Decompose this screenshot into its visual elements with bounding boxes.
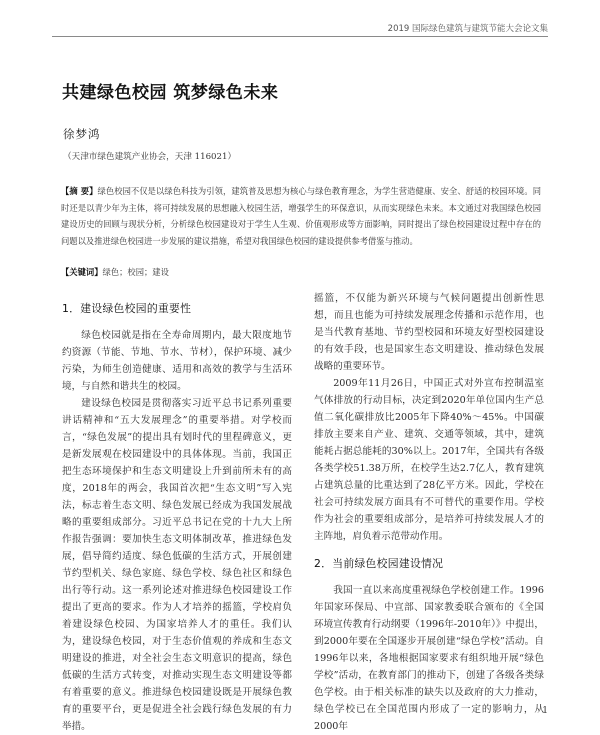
right-column xyxy=(314,290,544,735)
abstract-block xyxy=(61,183,541,249)
paper-title: 共建绿色校园 筑梦绿色未来 xyxy=(62,83,279,103)
paragraph: 我国一直以来高度重视绿色学校创建工作。1996年国家环保局、中宣部、国家教委联合颁布的《全国环境宣传教育行动纲要（1996年-2010年）》中提出，到2000年要在全国逐步开展创建“绿色学校”活动。自1996年以来，各地根据国家要求有组织地开展“绿色学校”活动，在教育部门的推动下，创建了各级各类绿色学校。由于相关标准的缺失以及政府的大力推动，绿色学校已在全国范围内形成了一定的影响力，从2000年 xyxy=(314,585,544,732)
paragraph: 2009年11月26日，中国正式对外宣布控制温室气体排放的行动目标，决定到2020年单位国内生产总值二氧化碳排放比2005年下降40%～45%。中国碳排放主要来自产业、建筑、交通等领域，其中，建筑能耗占据总能耗的30%以上。2017年，全国共有各级各类学校51.38万所，在校学生达2.7亿人，教育建筑占建筑总量的比重达到了28亿平方米。因此，学校在社会可持续发展方面具有不可替代的重要作用。学校作为社会的重要组成部分，是培养可持续发展人才的主阵地，肩负着示范带动作用。 xyxy=(314,378,544,542)
keywords-text: 绿色；校园；建设 xyxy=(102,267,169,277)
keywords-label: 【关键词】 xyxy=(61,267,103,277)
abstract-text: 绿色校园不仅是以绿色科技为引领，建筑普及思想为核心与绿色教育理念，为学生营造健康、安全、舒适的校园环境。同时还是以青少年为主体，将可持续发展的思想融入校园生活，增强学生的环保意识，从而实现绿色未来。本文通过对我国绿色校园建设历史的回顾与现状分析，分析绿色校园建设对于学生人生观、价值观形成等方面影响，同时提出了绿色校园建设过程中存在的问题以及推进绿色校园进一步发展的建议措施，希望对我国绿色校园的建设提供参考借鉴与推动。 xyxy=(61,186,541,246)
abstract-label: 【摘 要】 xyxy=(61,186,98,196)
left-column xyxy=(62,290,292,735)
paragraph: 建设绿色校园是贯彻落实习近平总书记系列重要讲话精神和“五大发展理念”的重要举措。对学校而言，“绿色发展”的提出具有划时代的里程碑意义，更是新发展观在校园建设中的具体体现。当前，我国正把生态环境保护和生态文明建设上升到前所未有的高度，2018年的两会，我国首次把“生态文明”写入宪法，标志着生态文明、绿色发展已经成为我国发展战略的重要组成部分。习近平总书记在党的十九大上所作报告强调：要加快生态文明体制改革，推进绿色发展，倡导简约适度、绿色低碳的生活方式，开展创建节约型机关、绿色家庭、绿色学校、绿色社区和绿色出行等行动。这一系列论述对推进绿色校园建设工作提出了更高的要求。作为人才培养的摇篮，学校肩负着建设绿色校园、为国家培养人才的重任。我们认为，建设绿色校园，对于生态价值观的养成和生态文明建设的推进，对全社会生态文明意识的提高，绿色低碳的生活方式转变，对推动实现生态文明建设等都有着重要的意义。推进绿色校园建设既是开展绿色教育的重要平台，更是促进全社会践行绿色发展的有力举措。 xyxy=(62,398,292,732)
running-header xyxy=(52,22,548,37)
author-name: 徐梦鸿 xyxy=(63,127,101,141)
keywords-block xyxy=(61,264,541,280)
paragraph: 摇篮，不仅能为新兴环境与气候问题提出创新性思想，而且也能为可持续发展理念传播和示范作用，也是当代教育基地、节约型校园和环境友好型校园建设的有效手段，也是国家生态文明建设、推动绿色发展战略的重要环节。 xyxy=(314,293,544,372)
paragraph: 绿色校园就是指在全寿命周期内，最大限度地节约资源（节能、节地、节水、节材），保护环境、减少污染，为师生创造健康、适用和高效的教学与生活环境，与自然和谐共生的校园。 xyxy=(62,330,292,392)
author-affiliation: （天津市绿色建筑产业协会，天津 116021） xyxy=(63,152,237,162)
running-header-title: 2019 国际绿色建筑与建筑节能大会论文集 xyxy=(387,24,548,34)
section-2-heading: 2．当前绿色校园建设情况 xyxy=(314,557,444,570)
section-1-heading: 1．建设绿色校园的重要性 xyxy=(62,302,192,315)
page-number: 1 xyxy=(542,706,548,716)
